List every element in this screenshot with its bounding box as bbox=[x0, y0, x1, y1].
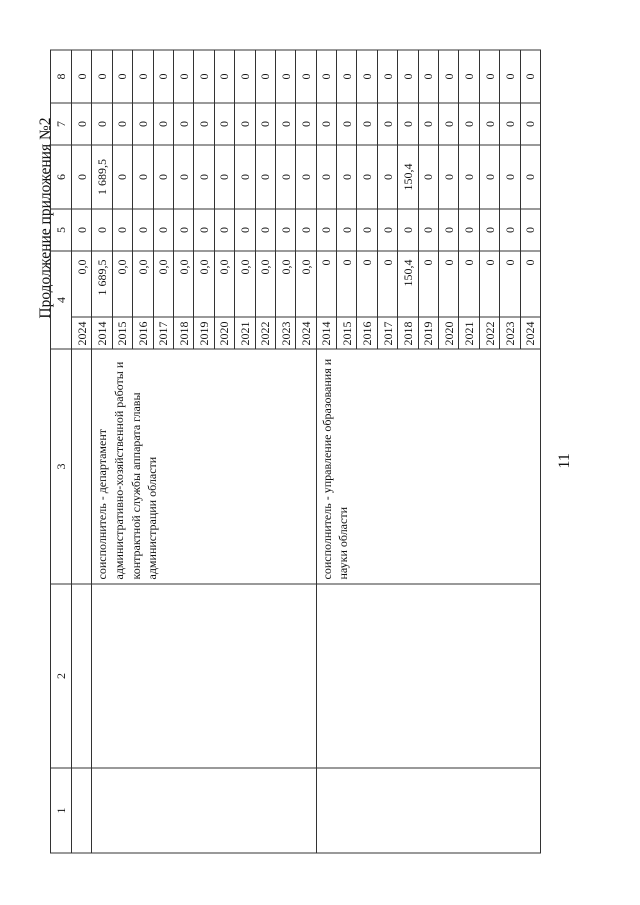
value-cell: 0 bbox=[112, 103, 132, 145]
value-cell: 0,0 bbox=[235, 251, 255, 317]
value-cell: 0 bbox=[439, 251, 459, 317]
value-cell: 0 bbox=[418, 251, 438, 317]
year-cell: 2024 bbox=[520, 317, 540, 349]
value-cell: 0 bbox=[398, 103, 418, 145]
year-cell: 2016 bbox=[357, 317, 377, 349]
value-cell: 0 bbox=[520, 251, 540, 317]
column-header: 8 bbox=[51, 50, 72, 103]
value-cell: 0 bbox=[500, 145, 520, 209]
column-header: 6 bbox=[51, 145, 72, 209]
year-cell: 2014 bbox=[92, 317, 112, 349]
value-cell: 150,4 bbox=[398, 145, 418, 209]
value-cell: 0 bbox=[275, 50, 295, 103]
value-cell: 0 bbox=[500, 251, 520, 317]
year-cell: 2018 bbox=[173, 317, 193, 349]
value-cell: 0 bbox=[112, 145, 132, 209]
value-cell: 1 689,5 bbox=[92, 251, 112, 317]
value-cell: 0 bbox=[235, 50, 255, 103]
value-cell: 0 bbox=[173, 145, 193, 209]
value-cell: 0 bbox=[214, 103, 234, 145]
column-header: 7 bbox=[51, 103, 72, 145]
value-cell: 0 bbox=[275, 209, 295, 251]
column-header: 4 bbox=[51, 251, 72, 349]
value-cell: 0 bbox=[112, 50, 132, 103]
table-row bbox=[316, 50, 336, 853]
empty-cell bbox=[92, 768, 316, 853]
value-cell: 0 bbox=[337, 50, 357, 103]
year-cell: 2024 bbox=[72, 317, 92, 349]
value-cell: 0 bbox=[357, 103, 377, 145]
value-cell: 0 bbox=[72, 50, 92, 103]
value-cell: 0 bbox=[337, 209, 357, 251]
value-cell: 0 bbox=[377, 251, 397, 317]
column-header: 5 bbox=[51, 209, 72, 251]
value-cell: 0,0 bbox=[173, 251, 193, 317]
value-cell: 0 bbox=[92, 103, 112, 145]
year-cell: 2023 bbox=[500, 317, 520, 349]
value-cell: 0 bbox=[459, 103, 479, 145]
value-cell: 0 bbox=[337, 251, 357, 317]
value-cell: 0 bbox=[439, 103, 459, 145]
value-cell: 0,0 bbox=[194, 251, 214, 317]
column-header: 2 bbox=[51, 584, 72, 768]
year-cell: 2022 bbox=[479, 317, 499, 349]
value-cell: 0 bbox=[357, 209, 377, 251]
value-cell: 0 bbox=[255, 209, 275, 251]
value-cell: 0 bbox=[500, 50, 520, 103]
financing-table bbox=[50, 50, 541, 854]
value-cell: 0 bbox=[255, 103, 275, 145]
header-row bbox=[51, 50, 72, 853]
value-cell: 0,0 bbox=[72, 251, 92, 317]
value-cell: 0,0 bbox=[112, 251, 132, 317]
value-cell: 0 bbox=[377, 145, 397, 209]
value-cell: 0 bbox=[479, 50, 499, 103]
value-cell: 0 bbox=[418, 209, 438, 251]
value-cell: 0 bbox=[153, 50, 173, 103]
value-cell: 0 bbox=[214, 50, 234, 103]
table-row bbox=[72, 50, 92, 853]
value-cell: 0 bbox=[72, 103, 92, 145]
year-cell: 2020 bbox=[214, 317, 234, 349]
value-cell: 0 bbox=[479, 103, 499, 145]
value-cell: 0,0 bbox=[214, 251, 234, 317]
value-cell: 0 bbox=[316, 50, 336, 103]
year-cell: 2020 bbox=[439, 317, 459, 349]
column-header: 1 bbox=[51, 768, 72, 853]
year-cell: 2016 bbox=[133, 317, 153, 349]
value-cell: 0 bbox=[296, 103, 316, 145]
value-cell: 0 bbox=[377, 209, 397, 251]
executor-cell: соисполнитель - управление образования и науки области bbox=[316, 349, 540, 584]
value-cell: 1 689,5 bbox=[92, 145, 112, 209]
value-cell: 0 bbox=[439, 145, 459, 209]
value-cell: 0 bbox=[275, 145, 295, 209]
value-cell: 0 bbox=[316, 145, 336, 209]
value-cell: 0 bbox=[459, 145, 479, 209]
value-cell: 0,0 bbox=[296, 251, 316, 317]
value-cell: 0 bbox=[398, 209, 418, 251]
value-cell: 0 bbox=[520, 145, 540, 209]
year-cell: 2024 bbox=[296, 317, 316, 349]
year-cell: 2022 bbox=[255, 317, 275, 349]
value-cell: 0 bbox=[418, 50, 438, 103]
year-cell: 2023 bbox=[275, 317, 295, 349]
value-cell: 0 bbox=[479, 145, 499, 209]
value-cell: 0 bbox=[92, 209, 112, 251]
year-cell: 2021 bbox=[235, 317, 255, 349]
value-cell: 0 bbox=[153, 145, 173, 209]
executor-cell: соисполнитель - департамент административно-хозяйственной работы и контрактной службы аппарата главы администрации области bbox=[92, 349, 316, 584]
value-cell: 150,4 bbox=[398, 251, 418, 317]
page-number: 11 bbox=[556, 453, 573, 469]
value-cell: 0 bbox=[194, 50, 214, 103]
value-cell: 0 bbox=[520, 209, 540, 251]
value-cell: 0 bbox=[459, 209, 479, 251]
value-cell: 0 bbox=[194, 103, 214, 145]
year-cell: 2015 bbox=[112, 317, 132, 349]
value-cell: 0,0 bbox=[255, 251, 275, 317]
value-cell: 0,0 bbox=[133, 251, 153, 317]
year-cell: 2018 bbox=[398, 317, 418, 349]
value-cell: 0 bbox=[133, 50, 153, 103]
value-cell: 0 bbox=[316, 251, 336, 317]
value-cell: 0 bbox=[255, 145, 275, 209]
value-cell: 0 bbox=[194, 145, 214, 209]
value-cell: 0 bbox=[398, 50, 418, 103]
value-cell: 0 bbox=[194, 209, 214, 251]
value-cell: 0 bbox=[133, 209, 153, 251]
value-cell: 0 bbox=[214, 145, 234, 209]
value-cell: 0 bbox=[316, 103, 336, 145]
value-cell: 0 bbox=[296, 145, 316, 209]
value-cell: 0 bbox=[153, 209, 173, 251]
year-cell: 2019 bbox=[418, 317, 438, 349]
empty-cell bbox=[72, 584, 92, 768]
value-cell: 0 bbox=[418, 103, 438, 145]
empty-cell bbox=[316, 584, 540, 768]
value-cell: 0 bbox=[520, 50, 540, 103]
year-cell: 2019 bbox=[194, 317, 214, 349]
value-cell: 0 bbox=[439, 50, 459, 103]
value-cell: 0 bbox=[377, 103, 397, 145]
value-cell: 0 bbox=[235, 103, 255, 145]
table-body bbox=[51, 50, 541, 853]
value-cell: 0 bbox=[520, 103, 540, 145]
value-cell: 0,0 bbox=[153, 251, 173, 317]
value-cell: 0 bbox=[418, 145, 438, 209]
value-cell: 0,0 bbox=[275, 251, 295, 317]
value-cell: 0 bbox=[337, 103, 357, 145]
year-cell: 2021 bbox=[459, 317, 479, 349]
value-cell: 0 bbox=[255, 50, 275, 103]
year-cell: 2014 bbox=[316, 317, 336, 349]
value-cell: 0 bbox=[72, 209, 92, 251]
empty-cell bbox=[316, 768, 540, 853]
value-cell: 0 bbox=[439, 209, 459, 251]
value-cell: 0 bbox=[92, 50, 112, 103]
value-cell: 0 bbox=[235, 209, 255, 251]
value-cell: 0 bbox=[214, 209, 234, 251]
empty-cell bbox=[72, 768, 92, 853]
value-cell: 0 bbox=[296, 50, 316, 103]
value-cell: 0 bbox=[377, 50, 397, 103]
value-cell: 0 bbox=[173, 103, 193, 145]
value-cell: 0 bbox=[173, 50, 193, 103]
value-cell: 0 bbox=[173, 209, 193, 251]
value-cell: 0 bbox=[235, 145, 255, 209]
value-cell: 0 bbox=[72, 145, 92, 209]
appendix-title: Продолжение приложения №2 bbox=[37, 117, 54, 319]
column-header: 3 bbox=[51, 349, 72, 584]
value-cell: 0 bbox=[296, 209, 316, 251]
year-cell: 2017 bbox=[377, 317, 397, 349]
value-cell: 0 bbox=[133, 103, 153, 145]
year-cell: 2015 bbox=[337, 317, 357, 349]
value-cell: 0 bbox=[316, 209, 336, 251]
value-cell: 0 bbox=[357, 145, 377, 209]
year-cell: 2017 bbox=[153, 317, 173, 349]
value-cell: 0 bbox=[153, 103, 173, 145]
empty-cell bbox=[72, 349, 92, 584]
value-cell: 0 bbox=[500, 209, 520, 251]
value-cell: 0 bbox=[357, 50, 377, 103]
value-cell: 0 bbox=[133, 145, 153, 209]
value-cell: 0 bbox=[275, 103, 295, 145]
value-cell: 0 bbox=[459, 50, 479, 103]
value-cell: 0 bbox=[337, 145, 357, 209]
table-row bbox=[92, 50, 112, 853]
empty-cell bbox=[92, 584, 316, 768]
value-cell: 0 bbox=[479, 209, 499, 251]
value-cell: 0 bbox=[500, 103, 520, 145]
value-cell: 0 bbox=[112, 209, 132, 251]
value-cell: 0 bbox=[357, 251, 377, 317]
value-cell: 0 bbox=[479, 251, 499, 317]
value-cell: 0 bbox=[459, 251, 479, 317]
